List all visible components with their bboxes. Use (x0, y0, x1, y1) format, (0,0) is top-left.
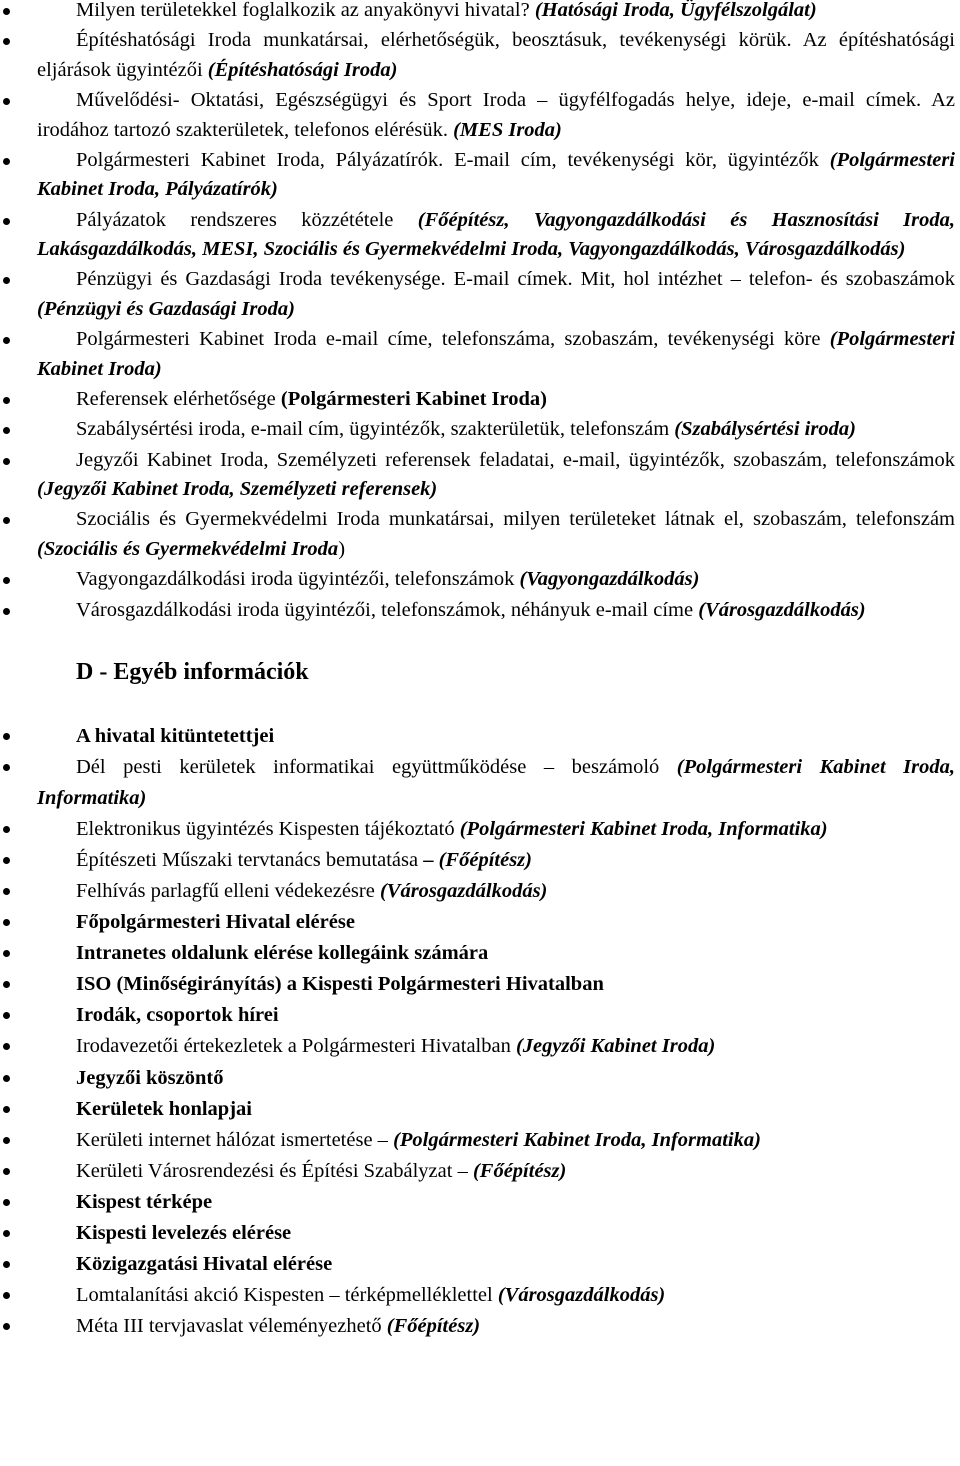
list-item: Városgazdálkodási iroda ügyintézői, telefonszámok, néhányuk e-mail címe (Városgazdálkodás) (37, 596, 955, 626)
list-item: Pályázatok rendszeres közzététele (Főépítész, Vagyongazdálkodási és Hasznosítási Iroda, Lakásgazdálkodás, MESI, Szociális és Gyermekvédelmi Iroda, Vagyongazdálkodás, Városgazdálkodás) (37, 206, 955, 265)
list-item: Közigazgatási Hivatal elérése (37, 1249, 955, 1280)
list-item: Irodák, csoportok hírei (37, 1000, 955, 1031)
list-item: Művelődési- Oktatási, Egészségügyi és Sport Iroda – ügyfélfogadás helye, ideje, e-mail címek. Az irodához tartozó szakterületek, telefonos elérésük. (MES Iroda) (37, 86, 955, 145)
document-page (37, 0, 955, 1342)
list-item: Polgármesteri Kabinet Iroda e-mail címe, telefonszáma, szobaszám, tevékenységi köre (Polgármesteri Kabinet Iroda) (37, 325, 955, 384)
list-item: Elektronikus ügyintézés Kispesten tájékoztató (Polgármesteri Kabinet Iroda, Informatika) (37, 814, 955, 845)
other-info-list (37, 721, 955, 1342)
office-info-list (37, 0, 955, 625)
list-item: Milyen területekkel foglalkozik az anyakönyvi hivatal? (Hatósági Iroda, Ügyfélszolgálat) (37, 0, 955, 26)
list-item: Kerületek honlapjai (37, 1094, 955, 1125)
list-item: Pénzügyi és Gazdasági Iroda tevékenysége. E-mail címek. Mit, hol intézhet – telefon- és szobaszámok (Pénzügyi és Gazdasági Iroda) (37, 265, 955, 324)
list-item: ISO (Minőségirányítás) a Kispesti Polgármesteri Hivatalban (37, 969, 955, 1000)
section-heading: D - Egyéb információk (76, 659, 309, 686)
list-item: Polgármesteri Kabinet Iroda, Pályázatírók. E-mail cím, tevékenységi kör, ügyintézők (Polgármesteri Kabinet Iroda, Pályázatírók) (37, 146, 955, 205)
list-item: Irodavezetői értekezletek a Polgármesteri Hivatalban (Jegyzői Kabinet Iroda) (37, 1031, 955, 1062)
list-item: Intranetes oldalunk elérése kollegáink számára (37, 938, 955, 969)
list-item: Kerületi internet hálózat ismertetése – (Polgármesteri Kabinet Iroda, Informatika) (37, 1125, 955, 1156)
list-item: Jegyzői Kabinet Iroda, Személyzeti referensek feladatai, e-mail, ügyintézők, szobaszám, telefonszámok (Jegyzői Kabinet Iroda, Személyzeti referensek) (37, 446, 955, 505)
list-item: Építészeti Műszaki tervtanács bemutatása – (Főépítész) (37, 845, 955, 876)
list-item: Szabálysértési iroda, e-mail cím, ügyintézők, szakterületük, telefonszám (Szabálysértési iroda) (37, 415, 955, 445)
list-item: Lomtalanítási akció Kispesten – térképmelléklettel (Városgazdálkodás) (37, 1280, 955, 1311)
list-item: Felhívás parlagfű elleni védekezésre (Városgazdálkodás) (37, 876, 955, 907)
list-item: Főpolgármesteri Hivatal elérése (37, 907, 955, 938)
list-item: Jegyzői köszöntő (37, 1063, 955, 1094)
list-item: Kerületi Városrendezési és Építési Szabályzat – (Főépítész) (37, 1156, 955, 1187)
list-item: Szociális és Gyermekvédelmi Iroda munkatársai, milyen területeket látnak el, szobaszám, telefonszám (Szociális és Gyermekvédelmi Iroda) (37, 505, 955, 564)
list-item: Kispest térképe (37, 1187, 955, 1218)
list-item: Kispesti levelezés elérése (37, 1218, 955, 1249)
list-item: Vagyongazdálkodási iroda ügyintézői, telefonszámok (Vagyongazdálkodás) (37, 565, 955, 595)
list-item: Méta III tervjavaslat véleményezhető (Főépítész) (37, 1311, 955, 1342)
list-item: Referensek elérhetősége (Polgármesteri Kabinet Iroda) (37, 385, 955, 415)
list-item: A hivatal kitüntetettjei (37, 721, 955, 752)
list-item: Építéshatósági Iroda munkatársai, elérhetőségük, beosztásuk, tevékenységi körük. Az építéshatósági eljárások ügyintézői (Építéshatósági Iroda) (37, 26, 955, 85)
list-item: Dél pesti kerületek informatikai együttműködése – beszámoló (Polgármesteri Kabinet Iroda, Informatika) (37, 752, 955, 813)
